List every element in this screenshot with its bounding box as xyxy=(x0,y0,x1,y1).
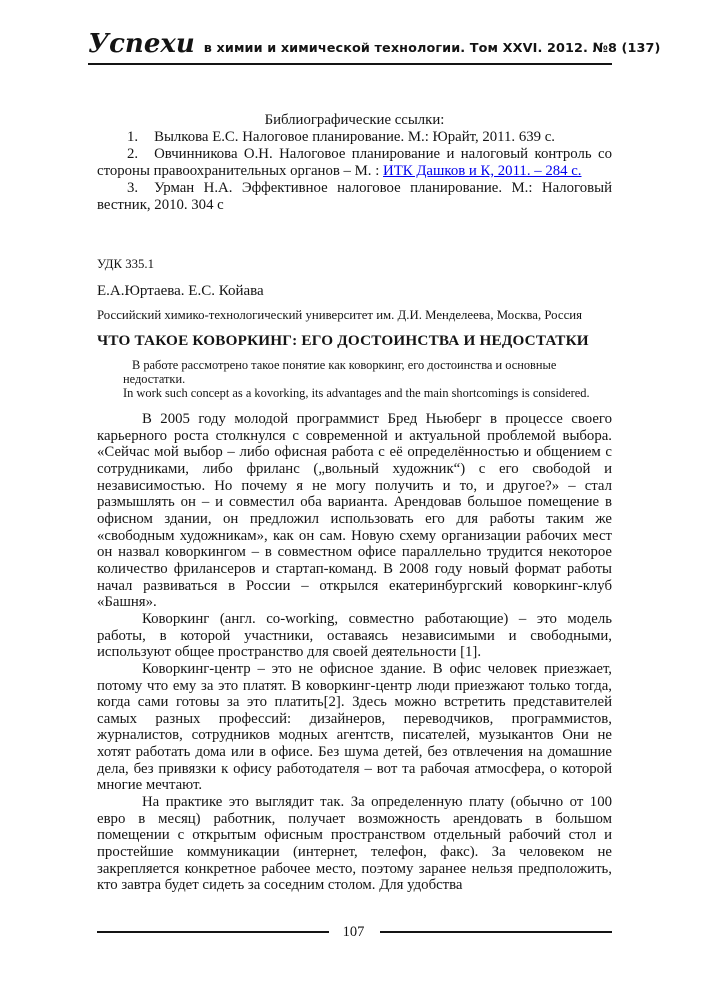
reference-text: Урман Н.А. Эффективное налоговое планирование. М.: Налоговый вестник, 2010. 304 с xyxy=(97,180,612,213)
reference-number: 2. xyxy=(127,146,139,162)
journal-issue-info: в химии и химической технологии. Том XXVI. 2012. №8 (137) xyxy=(203,41,661,56)
article-body xyxy=(97,411,612,894)
article-content xyxy=(97,112,612,894)
page-number: 107 xyxy=(342,924,365,940)
body-paragraph-1: В 2005 году молодой программист Бред Ньюберг в процессе своего карьерного роста столкнулся с современной и актуальной проблемой выбора. «Сейчас мой выбор – либо офисная работа с её определённостью и общением с сотрудниками, либо фриланс („вольный художник“) с его свободой и независимостью. Но почему я не могу получить и то, и другое?» – стал размышлять он – и совместил оба варианта. Арендовав большое помещение в офисном здании, он предложил использовать его для работы таким же «свободным художникам», как он сам. Новую схему организации рабочих мест он назвал коворкингом – в совместном офисе параллельно трудится некоторое количество фрилансеров и стартап-команд. В 2008 году новый формат работы начал развиваться в России – открылся екатеринбургский коворкинг-клуб «Башня». xyxy=(97,411,612,611)
reference-text: Вылкова Е.С. Налоговое планирование. М.: Юрайт, 2011. 639 с. xyxy=(154,129,555,145)
reference-hyperlink[interactable]: ИТК Дашков и К, 2011. – 284 с. xyxy=(383,163,582,179)
article-abstract xyxy=(123,358,612,400)
reference-text: Овчинникова О.Н. Налоговое планирование и налоговый контроль со стороны правоохранительных органов – М. : xyxy=(97,146,612,179)
article-title: ЧТО ТАКОЕ КОВОРКИНГ: ЕГО ДОСТОИНСТВА И НЕДОСТАТКИ xyxy=(97,332,589,349)
reference-item-3 xyxy=(97,180,612,214)
journal-name-logo: Успехи xyxy=(88,29,195,59)
reference-item-2 xyxy=(97,146,612,180)
footer-rule-left xyxy=(97,931,329,933)
abstract-english: In work such concept as a kovorking, its advantages and the main shortcomings is considered. xyxy=(123,386,590,400)
article-affiliation: Российский химико-технологический университет им. Д.И. Менделеева, Москва, Россия xyxy=(97,308,582,322)
references-heading: Библиографические ссылки: xyxy=(264,112,445,128)
body-paragraph-2: Коворкинг (англ. co-working, совместно работающие) – это модель работы, в которой участники, оставаясь независимыми и свободными, используют общее пространство для своей деятельности [1]. xyxy=(97,610,612,661)
udk-code: УДК 335.1 xyxy=(97,257,155,271)
reference-item-1 xyxy=(97,129,612,146)
reference-number: 3. xyxy=(127,180,139,196)
abstract-russian: В работе рассмотрено такое понятие как коворкинг, его достоинства и основные недостатки. xyxy=(123,358,557,386)
body-paragraph-4: На практике это выглядит так. За определенную плату (обычно от 100 евро в месяц) работник, получает возможность арендовать в большом помещении с открытым офисным пространством отдельный рабочий стол и простейшие коммуникации (интернет, телефон, факс). За человеком не закрепляется конкретное рабочее место, поэтому заранее нельзя предположить, кто завтра будет сидеть за соседним столом. Для удобства xyxy=(97,794,612,894)
body-paragraph-3: Коворкинг-центр – это не офисное здание. В офис человек приезжает, потому что ему за это платят. В коворкинг-центр люди приезжают только тогда, когда сами готовы за это платить[2]. Здесь можно встретить представителей самых разных профессий: дизайнеров, переводчиков, программистов, журналистов, сотрудников модных агентств, писателей, музыкантов Они не хотят работать дома или в офисе. Без шума детей, без отвлечения на домашние дела, без привязки к офису работодателя – вот та рабочая атмосфера, о которой многие мечтают. xyxy=(97,660,612,794)
reference-number: 1. xyxy=(127,129,139,145)
footer-rule-right xyxy=(380,931,612,933)
article-authors: Е.А.Юртаева. Е.С. Койава xyxy=(97,283,264,299)
page-footer xyxy=(97,922,612,942)
journal-header xyxy=(88,29,661,65)
